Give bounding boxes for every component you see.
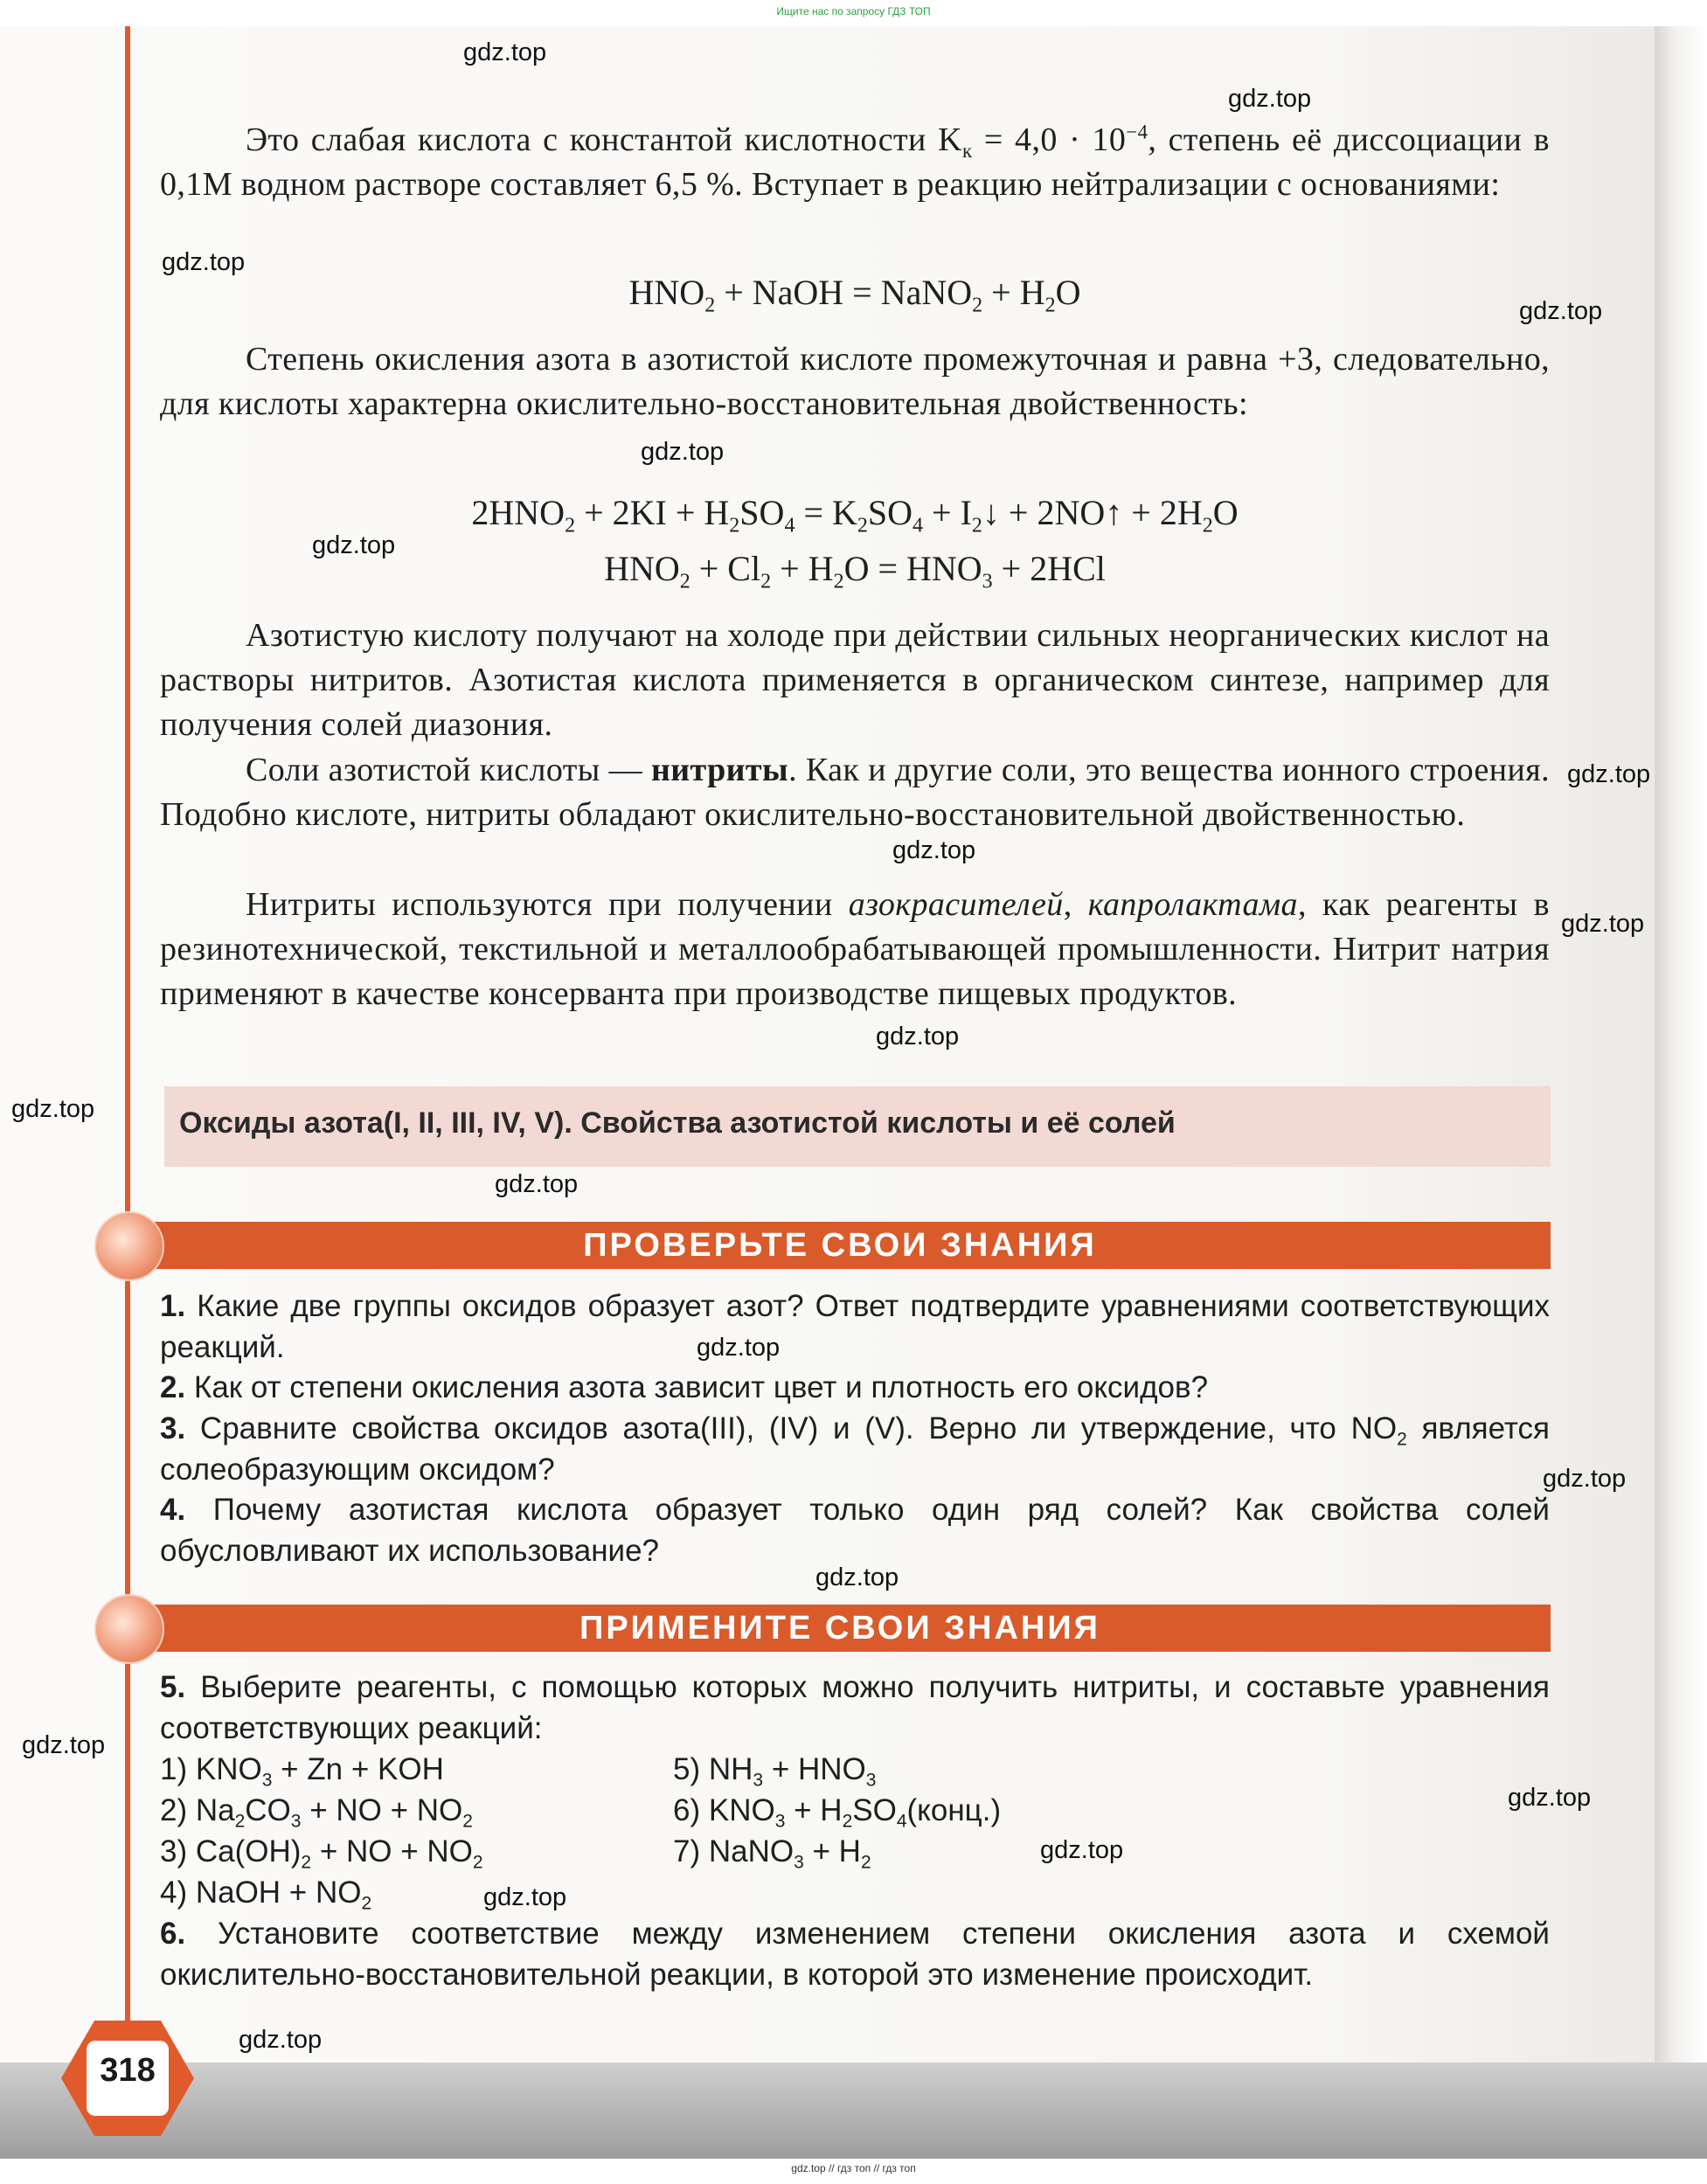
option-7: 7) NaNO$_3$ + $H_2$ [673,1834,871,1873]
option-6: 6) $KNO_3$ + $H_2SO_4(конц.)$ [673,1793,1002,1832]
watermark: gdz.top [1519,297,1603,325]
bottom-caption: gdz.top // гдз топ // гдз топ [791,2162,916,2174]
option-2: 2) $Na_2CO_3$ + NO + $NO_2$ [160,1793,473,1832]
section-bullet-icon [94,1594,164,1664]
page-edge-shadow [1655,26,1707,2159]
watermark: gdz.top [22,1731,106,1759]
watermark: gdz.top [1508,1784,1592,1812]
section-bullet-icon [94,1211,164,1281]
watermark: gdz.top [892,836,976,864]
top-caption: Ищите нас по запросу ГДЗ ТОП [776,5,931,17]
watermark: gdz.top [815,1563,899,1591]
paragraph-oxidation-state: Степень окисления азота в азотистой кислоте промежуточная и равна +3, следовательно, для кислоты характерна окислительно-восстановительная двойственность: [160,341,1550,422]
section-check-knowledge: ПРОВЕРЬТЕ СВОИ ЗНАНИЯ [129,1222,1551,1269]
watermark: gdz.top [312,531,396,559]
watermark: gdz.top [483,1883,567,1911]
question-4: 4. Почему азотистая кислота образует только один ряд солей? Как свойства солей обусловливают их использование? [160,1493,1550,1568]
equation-redox-ki: $2HNO_2 + 2KI + H_2SO_4 = K_2SO_4$ + $I_2↓$ + 2NO↑ + $2H_2O$ [471,493,1239,537]
paragraph-preparation: Азотистую кислоту получают на холоде при действии сильных неорганических кислот на растворы нитритов. Азотистая кислота применяется в органическом синтезе, например для получения солей диазония. [160,617,1550,743]
watermark: gdz.top [463,38,547,66]
summary-title: Оксиды азота(I, II, III, IV, V). Свойства азотистой кислоты и её солей [179,1106,1176,1140]
watermark: gdz.top [1561,910,1645,938]
watermark: gdz.top [239,2026,323,2054]
page-number: 318 [100,2052,156,2089]
option-5: 5) $NH_3 + HNO_3$ [673,1752,877,1791]
paragraph-acid-constant: Это слабая кислота с константой кислотности $K_к = 4,0 \cdot 10^{-4}$, степень её диссоциации в 0,1М водном растворе составляет 6,5 %. Вступает в реакцию нейтрализации с основаниями: [160,121,1550,203]
equation-redox-cl2: $HNO_2 + Cl_2 + H_2O = HNO_3 + 2HCl$ [604,549,1106,593]
option-3: 3) $Ca(OH)_2$ + NO + $NO_2$ [160,1834,483,1873]
question-1: 1. Какие две группы оксидов образует азот? Ответ подтвердите уравнениями соответствующих реакций. [160,1289,1550,1364]
option-4: 4) NaOH + $NO_2$ [160,1875,372,1914]
equation-neutralization: $HNO_2$ + NaOH = NaNO$_2$ + $H_2O$ [628,273,1081,317]
margin-red-line [125,26,130,2071]
question-2: 2. Как от степени окисления азота зависит цвет и плотность его оксидов? [160,1370,1209,1404]
watermark: gdz.top [1543,1465,1627,1493]
paragraph-nitrites: Соли азотистой кислоты — нитриты. Как и другие соли, это вещества ионного строения. Подобно кислоте, нитриты обладают окислительно-восстановительной двойственностью. [160,752,1550,833]
watermark: gdz.top [876,1023,960,1050]
paragraph-nitrite-uses: Нитриты используются при получении азокрасителей, капролактама, как реагенты в резинотехнической, текстильной и металлообрабатывающей промышленности. Нитрит натрия применяют в качестве консерванта при производстве пищевых продуктов. [160,886,1550,1012]
watermark: gdz.top [1228,85,1312,113]
watermark: gdz.top [697,1334,781,1362]
question-6: 6. Установите соответствие между изменением степени окисления азота и схемой окислительно-восстановительной реакции, в которой это изменение происходит. [160,1917,1550,1992]
option-1: 1) $KNO_3 + Zn$ + KOH [160,1752,444,1791]
question-5: 5. Выберите реагенты, с помощью которых можно получить нитриты, и составьте уравнения соответствующих реакций: [160,1670,1550,1745]
watermark: gdz.top [162,248,246,276]
page-bottom-edge [0,2063,1707,2159]
watermark: gdz.top [11,1095,95,1123]
question-3: 3. Сравните свойства оксидов азота(III), (IV) и (V). Верно ли утверждение, что $NO_2$ является солеобразующим оксидом? [160,1411,1550,1487]
section-apply-knowledge: ПРИМЕНИТЕ СВОИ ЗНАНИЯ [129,1605,1551,1652]
watermark: gdz.top [1567,760,1651,788]
watermark: gdz.top [1040,1836,1124,1864]
watermark: gdz.top [641,438,725,466]
watermark: gdz.top [495,1170,579,1198]
